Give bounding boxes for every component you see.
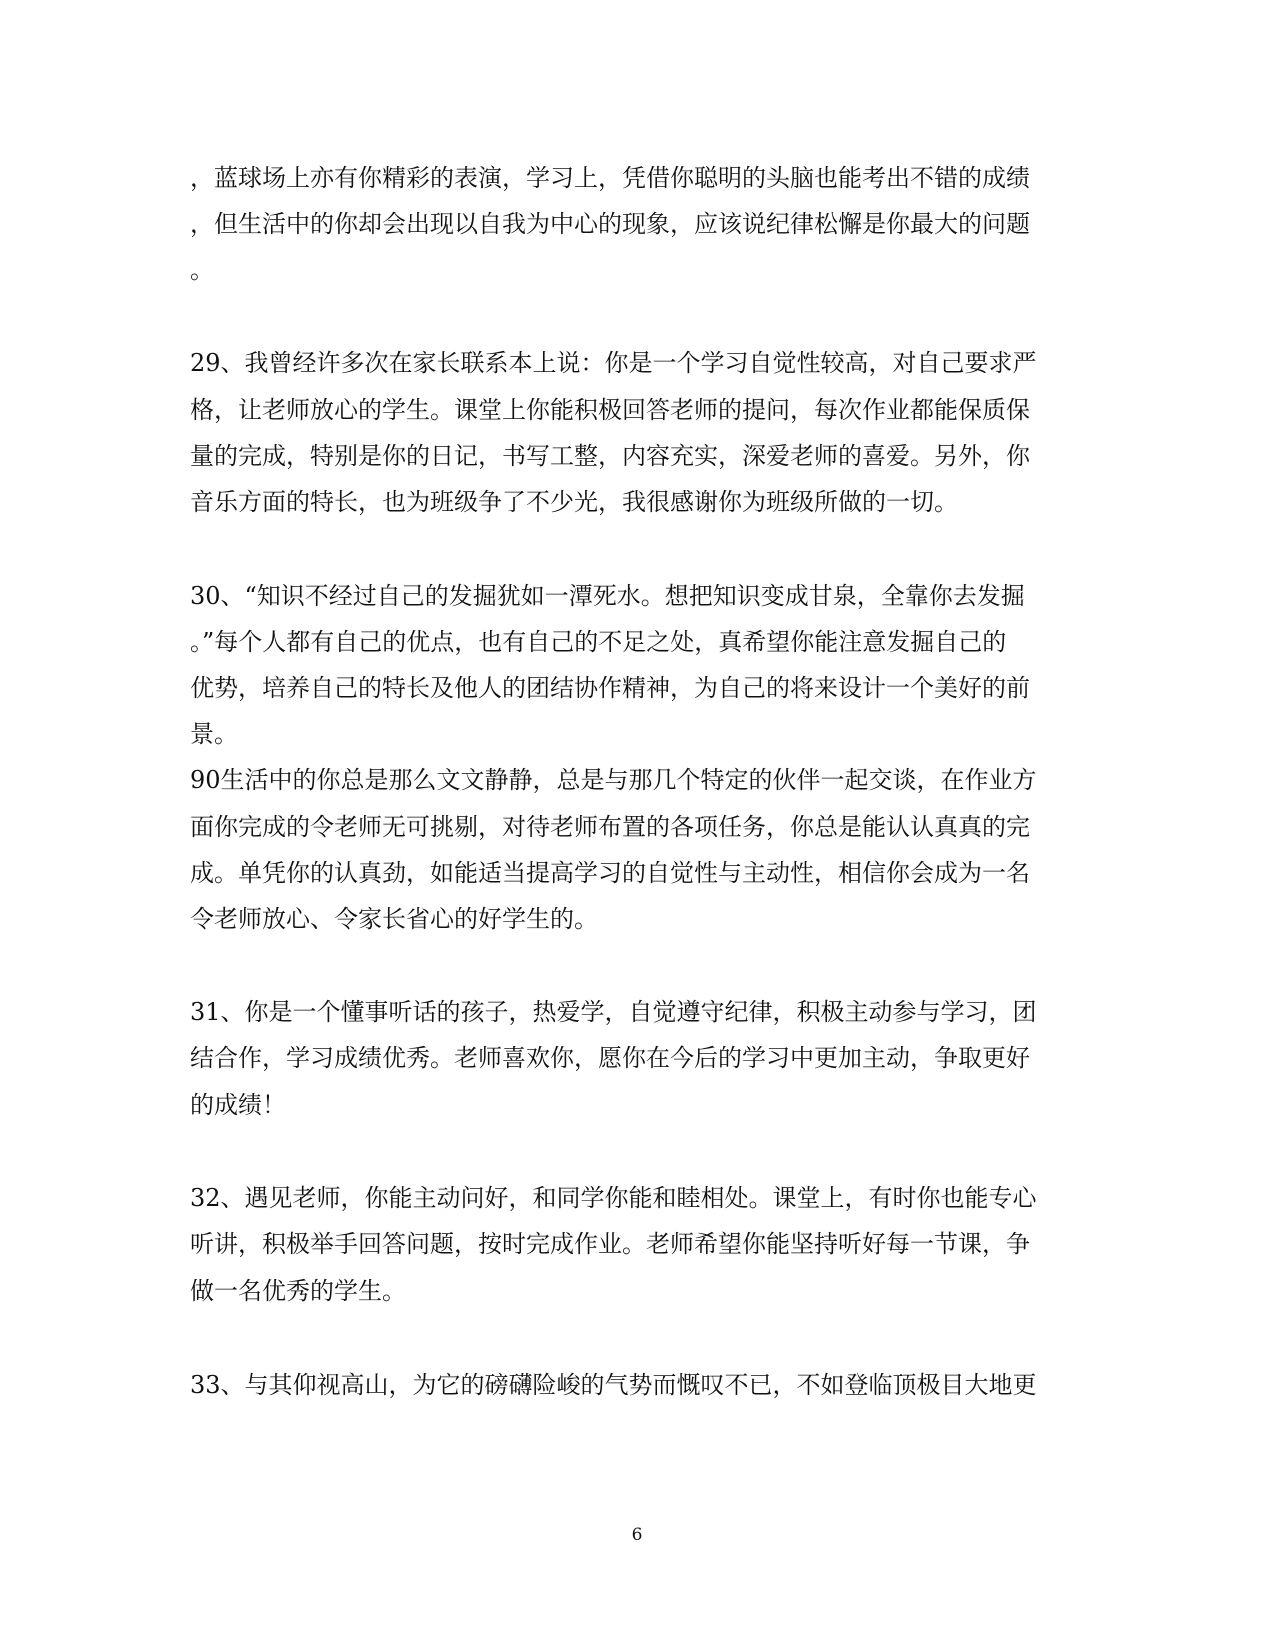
text-line: 29、我曾经许多次在家长联系本上说：你是一个学习自觉性较高，对自己要求严 bbox=[190, 349, 1037, 377]
text-line: 90生活中的你总是那么文文静静，总是与那几个特定的伙伴一起交谈，在作业方 bbox=[190, 766, 1037, 794]
text-line: 优势，培养自己的特长及他人的团结协作精神，为自己的将来设计一个美好的前 bbox=[190, 674, 1030, 702]
text-line: 30、“知识不经过自己的发掘犹如一潭死水。想把知识变成甘泉，全靠你去发掘 bbox=[190, 582, 1025, 610]
text-line: ，蓝球场上亦有你精彩的表演，学习上，凭借你聪明的头脑也能考出不错的成绩 bbox=[190, 164, 1030, 192]
text-line: 量的完成，特别是你的日记，书写工整，内容充实，深爱老师的喜爱。另外，你 bbox=[190, 442, 1030, 470]
text-line: 做一名优秀的学生。 bbox=[190, 1277, 406, 1305]
text-line: 32、遇见老师，你能主动问好，和同学你能和睦相处。课堂上，有时你也能专心 bbox=[190, 1184, 1037, 1212]
text-line: 。”每个人都有自己的优点，也有自己的不足之处，真希望你能注意发掘自己的 bbox=[190, 628, 1007, 656]
page-number: 6 bbox=[631, 1525, 643, 1545]
text-line: 。 bbox=[190, 256, 214, 284]
text-line: 成。单凭你的认真劲，如能适当提高学习的自觉性与主动性，相信你会成为一名 bbox=[190, 859, 1030, 887]
text-line: 听讲，积极举手回答问题，按时完成作业。老师希望你能坚持听好每一节课，争 bbox=[190, 1230, 1030, 1258]
text-line: 面你完成的令老师无可挑剔，对待老师布置的各项任务，你总是能认认真真的完 bbox=[190, 813, 1030, 841]
text-line: ，但生活中的你却会出现以自我为中心的现象，应该说纪律松懈是你最大的问题 bbox=[190, 210, 1030, 238]
text-line: 31、你是一个懂事听话的孩子，热爱学，自觉遵守纪律，积极主动参与学习，团 bbox=[190, 998, 1037, 1026]
text-line: 格，让老师放心的学生。课堂上你能积极回答老师的提问，每次作业都能保质保 bbox=[190, 396, 1030, 424]
text-line: 33、与其仰视高山，为它的磅礴险峻的气势而慨叹不已，不如登临顶极目大地更 bbox=[190, 1371, 1037, 1399]
text-line: 音乐方面的特长，也为班级争了不少光，我很感谢你为班级所做的一切。 bbox=[190, 488, 958, 516]
text-line: 景。 bbox=[190, 720, 238, 748]
text-line: 的成绩！ bbox=[190, 1091, 286, 1119]
text-line: 令老师放心、令家长省心的好学生的。 bbox=[190, 905, 598, 933]
text-line: 结合作，学习成绩优秀。老师喜欢你，愿你在今后的学习中更加主动，争取更好 bbox=[190, 1044, 1030, 1072]
